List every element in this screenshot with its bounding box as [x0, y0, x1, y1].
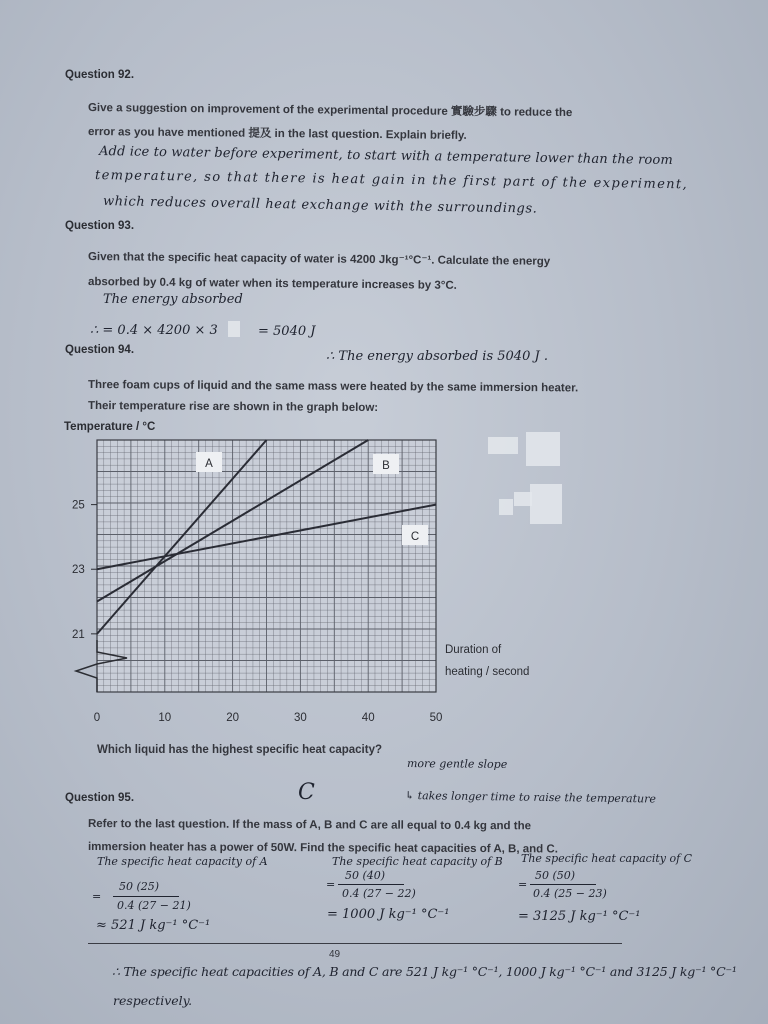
q93-answer-line2a: ∴ = 0.4 × 4200 × 3 — [90, 323, 218, 338]
q95-colC-title: The specific heat capacity of C — [521, 852, 693, 865]
q93-prompt-line2: absorbed by 0.4 kg of water when its temperature increases by 3°C. — [87, 276, 457, 292]
q93-answer-line3: ∴ The energy absorbed is 5040 J . — [326, 349, 548, 364]
fraction-bar — [113, 896, 179, 897]
q95-conclusion-line1: ∴ The specific heat capacities of A, B and C are 521 J kg⁻¹ °C⁻¹, 1000 J kg⁻¹ °C⁻¹ and 3125 J kg⁻¹ °C⁻¹ — [112, 964, 737, 979]
x-tick-label: 0 — [93, 712, 101, 724]
fraction-bar — [530, 884, 596, 885]
fraction-bar — [338, 884, 404, 885]
q92-prompt-line1: Give a suggestion on improvement of the experimental procedure 實驗步驟 to reduce the — [87, 102, 573, 120]
series-label-b: B — [382, 460, 390, 472]
x-axis-label: heating / second — [445, 666, 530, 678]
equals-sign: = — [92, 890, 102, 903]
x-axis-label: Duration of — [445, 644, 502, 656]
x-tick-label: 50 — [429, 712, 443, 724]
q95-colB-denominator: 0.4 (27 − 22) — [342, 887, 416, 900]
y-axis-label: Temperature / °C — [64, 421, 156, 433]
x-tick-label: 20 — [226, 712, 239, 724]
q95-prompt-line1: Refer to the last question. If the mass of A, B and C are all equal to 0.4 kg and the — [87, 818, 532, 833]
q94-answer: C — [298, 780, 315, 805]
q94-question: Which liquid has the highest specific heat capacity? — [97, 744, 383, 756]
q95-colC-result: = 3125 J kg⁻¹ °C⁻¹ — [518, 909, 641, 924]
question-93-label: Question 93. — [65, 220, 135, 232]
footer-rule — [88, 943, 622, 944]
q93-prompt-line1: Given that the specific heat capacity of water is 4200 Jkg⁻¹°C⁻¹. Calculate the energy — [87, 251, 551, 268]
q95-colA-denominator: 0.4 (27 − 21) — [117, 899, 191, 912]
q95-colB-title: The specific heat capacity of B — [332, 855, 503, 868]
q92-answer-line2: temperature, so that there is heat gain in the first part of the experiment, — [94, 168, 689, 193]
y-tick-label: 21 — [72, 628, 85, 641]
equals-sign: = — [326, 878, 336, 891]
q95-conclusion-line2: respectively. — [113, 993, 193, 1008]
page-number: 49 — [329, 949, 341, 960]
q92-prompt-line2: error as you have mentioned 提及 in the last question. Explain briefly. — [87, 126, 467, 142]
q95-colC-denominator: 0.4 (25 − 23) — [533, 887, 607, 900]
q94-note2: ↳ takes longer time to raise the temperature — [404, 789, 657, 806]
q95-colB-numerator: 50 (40) — [345, 869, 386, 882]
question-94-label: Question 94. — [65, 344, 135, 356]
q95-colA-numerator: 50 (25) — [119, 880, 160, 893]
q93-answer-line2b: = 5040 J — [258, 324, 316, 339]
question-95-label: Question 95. — [65, 792, 135, 804]
y-tick-label: 23 — [72, 564, 85, 577]
equals-sign: = — [518, 878, 528, 891]
question-92-label: Question 92. — [65, 69, 135, 81]
q92-answer-line1: Add ice to water before experiment, to start with a temperature lower than the room — [98, 144, 674, 169]
q95-prompt-line2: immersion heater has a power of 50W. Find the specific heat capacities of A, B, and C. — [87, 841, 558, 856]
q95-colA-title: The specific heat capacity of A — [97, 855, 268, 868]
q95-colA-result: ≈ 521 J kg⁻¹ °C⁻¹ — [96, 918, 211, 933]
q94-note1: more gentle slope — [406, 757, 508, 771]
q92-answer-line3: which reduces overall heat exchange with the surroundings. — [102, 194, 538, 217]
series-label-a: A — [205, 458, 213, 470]
q95-colC-numerator: 50 (50) — [535, 869, 576, 882]
series-label-c: C — [410, 531, 420, 543]
q95-colB-result: = 1000 J kg⁻¹ °C⁻¹ — [327, 907, 450, 922]
q94-prompt-line2: Their temperature rise are shown in the graph below: — [87, 400, 379, 415]
y-tick-label: 25 — [72, 499, 85, 512]
x-tick-label: 40 — [361, 712, 375, 724]
q94-prompt-line1: Three foam cups of liquid and the same mass were heated by the same immersion heater. — [87, 379, 579, 395]
q93-answer-line1: The energy absorbed — [103, 292, 243, 307]
x-tick-label: 10 — [158, 712, 172, 724]
x-tick-label: 30 — [294, 712, 307, 724]
